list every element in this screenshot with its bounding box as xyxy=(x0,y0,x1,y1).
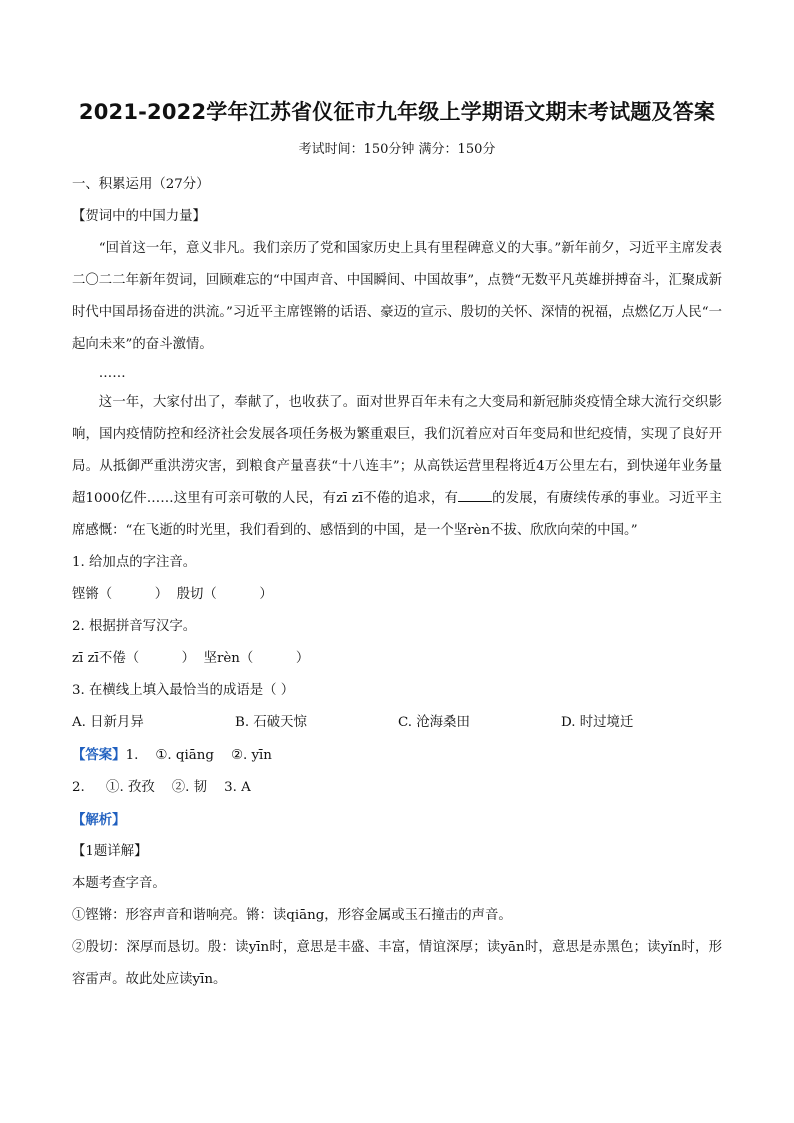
question-2-line: zī zī不倦（ ） 坚rèn（ ） xyxy=(72,651,310,666)
subsection-heading: 【贺词中的中国力量】 xyxy=(72,209,206,224)
detail-label: 【1题详解】 xyxy=(72,844,148,859)
answer-text-1: 1. ①. qiāng ②. yīn xyxy=(125,748,272,763)
option-c: C. 沧海桑田 xyxy=(398,715,470,730)
answer-line-2: 2. ①. 孜孜 ②. 韧 3. A xyxy=(72,780,251,795)
paragraph-2-part-a: 这一年，大家付出了，奉献了，也收获了。面对世界百年未有之大变局和新冠肺炎疫情全球大流行交织影响，国内疫情防控和经济社会发展各项任务极为繁重艰巨，我们沉着应对百年变局和世纪疫情，实现了良好开局。从抵御严重洪涝灾害，到粮食产量喜获“十八连丰”；从高铁运营里程将近4万公里左右，到快递年业务量超1000亿件……这里有可亲可敬的人民，有zī zī不倦的追求，有 xyxy=(72,395,722,506)
answer-line-1 xyxy=(72,739,722,772)
page-title: 2021-2022学年江苏省仪征市九年级上学期语文期末考试题及答案 xyxy=(78,100,716,124)
answer-label: 【答案】 xyxy=(72,747,126,763)
detail-1: ①铿锵：形容声音和谐响亮。锵：读qiāng，形容金属或玉石撞击的声音。 xyxy=(72,908,512,923)
analysis-label: 【解析】 xyxy=(72,812,126,828)
question-3-options xyxy=(72,707,722,739)
option-a: A. 日新月异 xyxy=(72,715,144,730)
exam-info: 考试时间：150分钟 满分：150分 xyxy=(298,142,496,157)
paragraph-2 xyxy=(72,387,722,547)
question-3: 3. 在横线上填入最恰当的成语是（ ） xyxy=(72,683,295,698)
question-1: 1. 给加点的字注音。 xyxy=(72,555,197,570)
ellipsis: …… xyxy=(98,366,126,381)
detail-intro: 本题考查字音。 xyxy=(72,876,166,891)
section-heading: 一、积累运用（27分） xyxy=(72,177,210,192)
question-1-line: 铿锵（ ） 殷切（ ） xyxy=(72,587,273,602)
option-d: D. 时过境迁 xyxy=(561,715,634,730)
detail-2: ②殷切：深厚而恳切。殷：读yīn时，意思是丰盛、丰富，情谊深厚；读yān时，意思是赤黑色；读yǐn时，形容雷声。故此处应读yīn。 xyxy=(72,940,722,987)
document-page xyxy=(72,96,722,996)
paragraph-1: “回首这一年，意义非凡。我们亲历了党和国家历史上具有里程碑意义的大事。”新年前夕，习近平主席发表二〇二二年新年贺词，回顾难忘的“中国声音、中国瞬间、中国故事”，点赞“无数平凡英雄拼搏奋斗，汇聚成新时代中国昂扬奋进的洪流。”习近平主席铿锵的话语、豪迈的宣示、殷切的关怀、深情的祝福，点燃亿万人民“一起向未来”的奋斗激情。 xyxy=(72,241,722,352)
question-2: 2. 根据拼音写汉字。 xyxy=(72,619,197,634)
paragraph-2-part-b: 的发展，有赓续传承的事业。习近平主席感慨：“在飞逝的时光里，我们看到的、感悟到的中国，是一个坚rèn不拔、欣欣向荣的中国。” xyxy=(72,491,722,538)
fill-blank xyxy=(458,487,492,502)
option-b: B. 石破天惊 xyxy=(235,715,307,730)
